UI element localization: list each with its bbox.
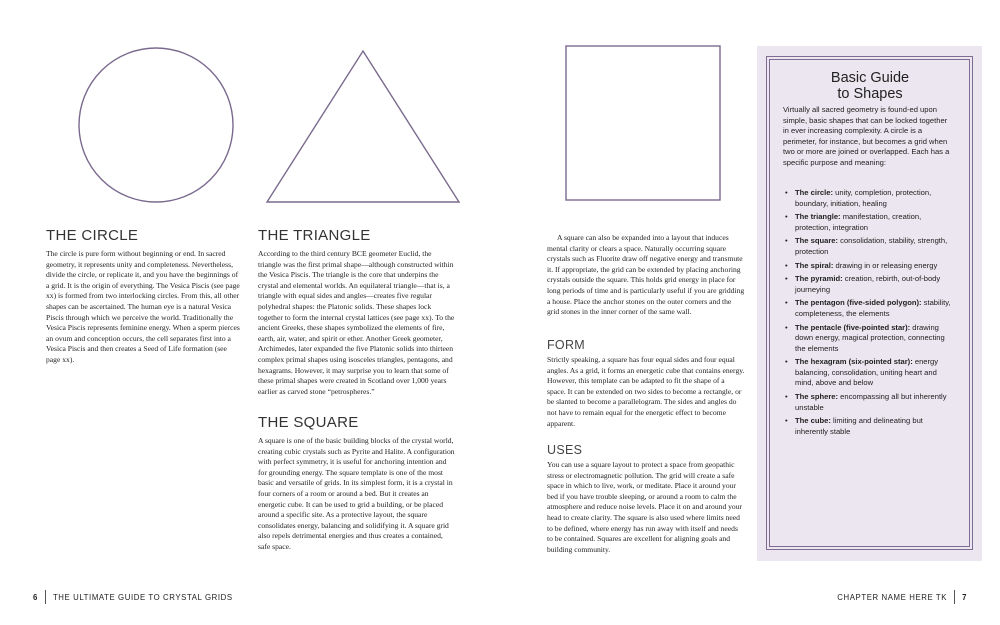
bullet-icon: • [785, 416, 788, 426]
list-item-term: The square: [795, 236, 839, 246]
bullet-icon: • [785, 357, 788, 367]
list-item [783, 416, 953, 437]
list-item [783, 323, 953, 355]
list-item [783, 261, 953, 272]
list-item-term: The pentacle (five-pointed star): [795, 322, 911, 332]
square-heading: THE SQUARE [258, 414, 359, 431]
triangle-body: According to the third century BCE geometer Euclid, the triangle was the first primal shape—although constructed within the Vesica Piscis. The triangle is the core that underpins the crystal and elemental worlds. An equilateral triangle—that is, a triangle with equal sides and angles—creates five regular polyhedral shapes: the Platonic solids. These shapes lock together to form the internal crystal lattices (see page xx). To the ancient Greeks, these shapes symbolized the elements of fire, earth, air, water, and spirit or ether. Another Greek geometer, Archimedes, later expanded the five Platonic solids into thirteen complex primal shapes using isosceles triangles, pentagons, and hexagrams. However, it may surprise you to learn that some of these primal shapes were created in Scotland over 1,000 years earlier as carved stone “petrospheres.” [258, 249, 455, 396]
bullet-icon: • [785, 392, 788, 401]
list-item-text: limiting and delineating but inherently stable [795, 416, 923, 436]
bullet-icon: • [785, 260, 788, 270]
uses-heading: USES [547, 443, 583, 457]
triangle-illustration [263, 48, 463, 205]
list-item-text: energy balancing, consolidation, uniting heart and mind, above and below [795, 357, 939, 388]
list-item-text: creation, rebirth, out-of-body journeying [795, 274, 941, 294]
list-item [783, 298, 953, 319]
list-item-term: The circle: [795, 188, 833, 197]
right-page-number: 7 [962, 593, 967, 603]
square-illustration [565, 45, 721, 201]
list-item-text: unity, completion, protection, boundary, initiation, healing [795, 188, 932, 208]
chapter-title: CHAPTER NAME HERE TK [837, 593, 948, 603]
bullet-icon: • [785, 236, 788, 246]
list-item-term: The hexagram (six-pointed star): [795, 357, 913, 367]
left-footer [33, 591, 233, 605]
list-item-term: The cube: [795, 416, 831, 426]
list-item [783, 274, 953, 295]
bullet-icon: • [785, 212, 788, 222]
bullet-icon: • [785, 298, 788, 308]
bullet-icon: • [785, 188, 788, 197]
form-body: Strictly speaking, a square has four equal sides and four equal angles. As a grid, it forms an energetic cube that contains energy. However, this template can be adapted to fit the shape of a space. It can be extended on two sides to become a rectangle, or be slanted to become a parallelogram. The sides and angles do not have to remain equal for the energetic effect to become apparent. [547, 355, 745, 428]
list-item [783, 212, 953, 233]
sidebar-shape-list [783, 188, 953, 440]
list-item-term: The spiral: [795, 260, 834, 270]
list-item-text: encompassing all but inherently unstable [795, 392, 947, 412]
list-item-text: consolidation, stability, strength, protection [795, 236, 948, 256]
list-item-term: The pyramid: [795, 274, 843, 284]
list-item [783, 188, 953, 209]
list-item-term: The triangle: [795, 212, 841, 222]
circle-heading: THE CIRCLE [46, 227, 139, 244]
bullet-icon: • [785, 322, 788, 332]
bullet-icon: • [785, 274, 788, 284]
sidebar-title [770, 70, 970, 102]
list-item-text: stability, completeness, the elements [795, 298, 951, 318]
sidebar-title-line1: Basic Guide [830, 70, 910, 86]
right-footer [837, 591, 967, 605]
sidebar-intro: Virtually all sacred geometry is found-ed upon simple, basic shapes that can be locked together in ever increasing complexity. A circle is a perimeter, for instance, but becomes a grid when two or more are joined or overlapped. Each has a specific purpose and meaning: [783, 105, 950, 167]
list-item [783, 392, 953, 413]
list-item-term: The sphere: [795, 392, 839, 401]
list-item-text: drawing in or releasing energy [833, 260, 938, 270]
list-item-term: The pentagon (five-sided polygon): [795, 298, 922, 308]
form-heading: FORM [547, 338, 585, 352]
footer-divider [45, 590, 46, 604]
uses-body: You can use a square layout to protect a space from geopathic stress or electromagnetic pollution. The grid will create a safe space in which to live, work, or meditate. Place it around your bed if you have trouble sleeping, or around a room to calm the atmosphere and reduce noise levels. Place it on and around your head to create clarity. The square is also used where limits need to be defined, where energy has run away with itself and needs to be contained. Squares are excellent for aligning goals and building community. [547, 460, 743, 554]
circle-body: The circle is pure form without beginning or end. In sacred geometry, it represents unity and completeness. Nevertheless, divide the circle, or replicate it, and you have the beginnings of a grid. It is the origin of everything. The Vesica Piscis (see page xx) is formed from two interlocking circles. From this, all other shapes can be ascertained. The human eye is a natural Vesica Piscis through which we perceive the world. Traditionally the Vesica Piscis represents feminine energy. When a sperm pierces an ovum and conception occurs, the cell separates first into a Vesica Piscis and then creates a Seed of Life formation (see page xx). [46, 249, 240, 364]
circle-illustration [76, 45, 236, 205]
list-item-text: drawing down energy, magical protection, connecting the elements [795, 322, 945, 353]
square-body: A square is one of the basic building blocks of the crystal world, creating cubic crystals such as Pyrite and Halite. A configuration with perfect symmetry, it is useful for anchoring intention and for grounding energy. The square template is one of the most basic and versatile of grids. In its simplest form, it is a crystal in four corners of a room or around a bed. But it creates an energetic cube. It can be used to grid a building, or be placed around a specific site. As a protective layout, the square consolidates energy, balancing and solidifying it. A square grid also repels detrimental energies and thus creates a contained, safe space. [258, 436, 455, 551]
list-item-text: manifestation, creation, protection, integration [795, 212, 922, 232]
book-title: THE ULTIMATE GUIDE TO CRYSTAL GRIDS [52, 593, 233, 603]
left-page-number: 6 [33, 593, 38, 603]
square-continued-body: A square can also be expanded into a layout that induces mental clarity or clears a space. Naturally occurring square crystals such as Fluorite draw off negative energy and transmute it. If appropriate, the grid can be extended by placing anchoring crystals outside the square. This holds grid energy in place for long periods of time and is particularly useful if you are gridding a house. Place the anchor stones on the outer corners and the grid stones in the inner corner of the same wall. [547, 233, 745, 317]
triangle-heading: THE TRIANGLE [258, 227, 371, 244]
sidebar-title-line2: to Shapes [837, 86, 903, 102]
list-item [783, 236, 953, 257]
footer-divider [954, 590, 955, 604]
list-item [783, 357, 953, 389]
